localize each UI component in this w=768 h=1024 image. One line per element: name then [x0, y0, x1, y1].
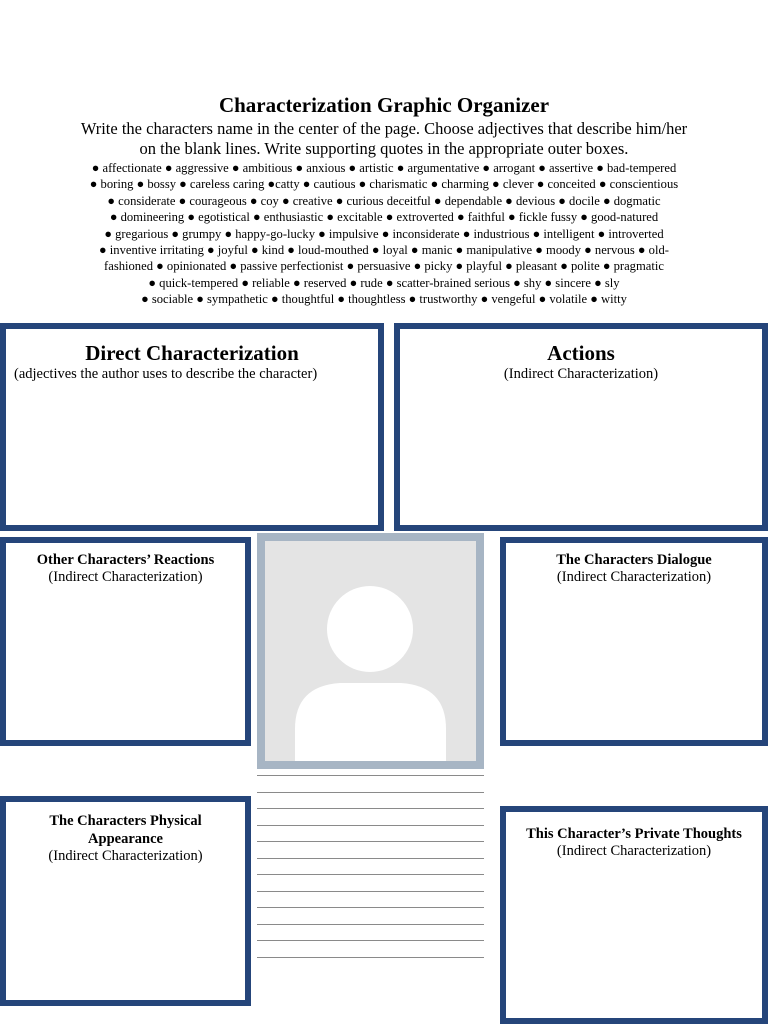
actions-title: Actions — [547, 341, 615, 365]
word-bank-line: ● sociable ● sympathetic ● thoughtful ● thoughtless ● trustworthy ● vengeful ● volatile ● witty — [141, 292, 627, 307]
blank-line[interactable] — [257, 858, 484, 859]
private-thoughts-box[interactable] — [500, 806, 768, 1024]
instructions-line-2: on the blank lines. Write supporting quotes in the appropriate outer boxes. — [139, 139, 629, 158]
blank-line[interactable] — [257, 907, 484, 908]
direct-characterization-title: Direct Characterization — [85, 341, 299, 365]
word-bank-line: ● quick-tempered ● reliable ● reserved ● rude ● scatter-brained serious ● shy ● sincere ● sly — [148, 275, 620, 290]
adjective-word-bank — [40, 160, 728, 308]
thoughts-subtitle: (Indirect Characterization) — [556, 843, 712, 859]
blank-line[interactable] — [257, 775, 484, 776]
adjective-blank-lines[interactable] — [257, 775, 484, 973]
instructions-line-1: Write the characters name in the center of the page. Choose adjectives that describe him/her — [80, 119, 688, 138]
blank-line[interactable] — [257, 891, 484, 892]
physical-subtitle: (Indirect Characterization) — [48, 848, 203, 864]
blank-line[interactable] — [257, 940, 484, 941]
thoughts-title: This Character’s Private Thoughts — [526, 826, 742, 842]
word-bank-line: ● inventive irritating ● joyful ● kind ● loud-mouthed ● loyal ● manic ● manipulative ● moody ● nervous ● old- — [99, 243, 669, 258]
word-bank-line: ● considerate ● courageous ● coy ● creative ● curious deceitful ● dependable ● devious ● docile ● dogmatic — [107, 193, 661, 208]
blank-line[interactable] — [257, 957, 484, 958]
word-bank-line: ● affectionate ● aggressive ● ambitious ● anxious ● artistic ● argumentative ● arrogant ● assertive ● bad-tempered — [91, 161, 677, 175]
word-bank-line: ● domineering ● egotistical ● enthusiastic ● excitable ● extroverted ● faithful ● fickle fussy ● good-natured — [109, 210, 659, 225]
dialogue-subtitle: (Indirect Characterization) — [556, 569, 712, 585]
blank-line[interactable] — [257, 825, 484, 826]
instructions — [50, 119, 718, 159]
character-portrait — [257, 533, 484, 769]
reactions-subtitle: (Indirect Characterization) — [48, 569, 203, 585]
blank-line[interactable] — [257, 792, 484, 793]
physical-title-line-1: The Characters Physical — [49, 813, 202, 829]
actions-subtitle: (Indirect Characterization) — [503, 366, 659, 382]
word-bank-line: ● boring ● bossy ● careless caring ●catty ● cautious ● charismatic ● charming ● clever ● conceited ● conscientious — [89, 177, 679, 192]
blank-line[interactable] — [257, 874, 484, 875]
word-bank-line: fashioned ● opinionated ● passive perfectionist ● persuasive ● picky ● playful ● pleasant ● polite ● pragmatic — [104, 259, 664, 274]
word-bank-line: ● gregarious ● grumpy ● happy-go-lucky ● impulsive ● inconsiderate ● industrious ● intelligent ● introverted — [104, 226, 664, 241]
blank-line[interactable] — [257, 808, 484, 809]
physical-title-line-2: Appearance — [88, 831, 163, 847]
blank-line[interactable] — [257, 841, 484, 842]
physical-appearance-box[interactable] — [0, 796, 251, 1006]
dialogue-title: The Characters Dialogue — [556, 552, 712, 568]
other-characters-reactions-box[interactable] — [0, 537, 251, 746]
actions-box[interactable] — [394, 323, 768, 531]
page-title: Characterization Graphic Organizer — [218, 93, 550, 117]
direct-characterization-subtitle: (adjectives the author uses to describe the character) — [14, 366, 318, 382]
blank-line[interactable] — [257, 924, 484, 925]
direct-characterization-box[interactable] — [0, 323, 384, 531]
characters-dialogue-box[interactable] — [500, 537, 768, 746]
person-silhouette-icon — [265, 541, 476, 761]
reactions-title: Other Characters’ Reactions — [36, 552, 215, 568]
